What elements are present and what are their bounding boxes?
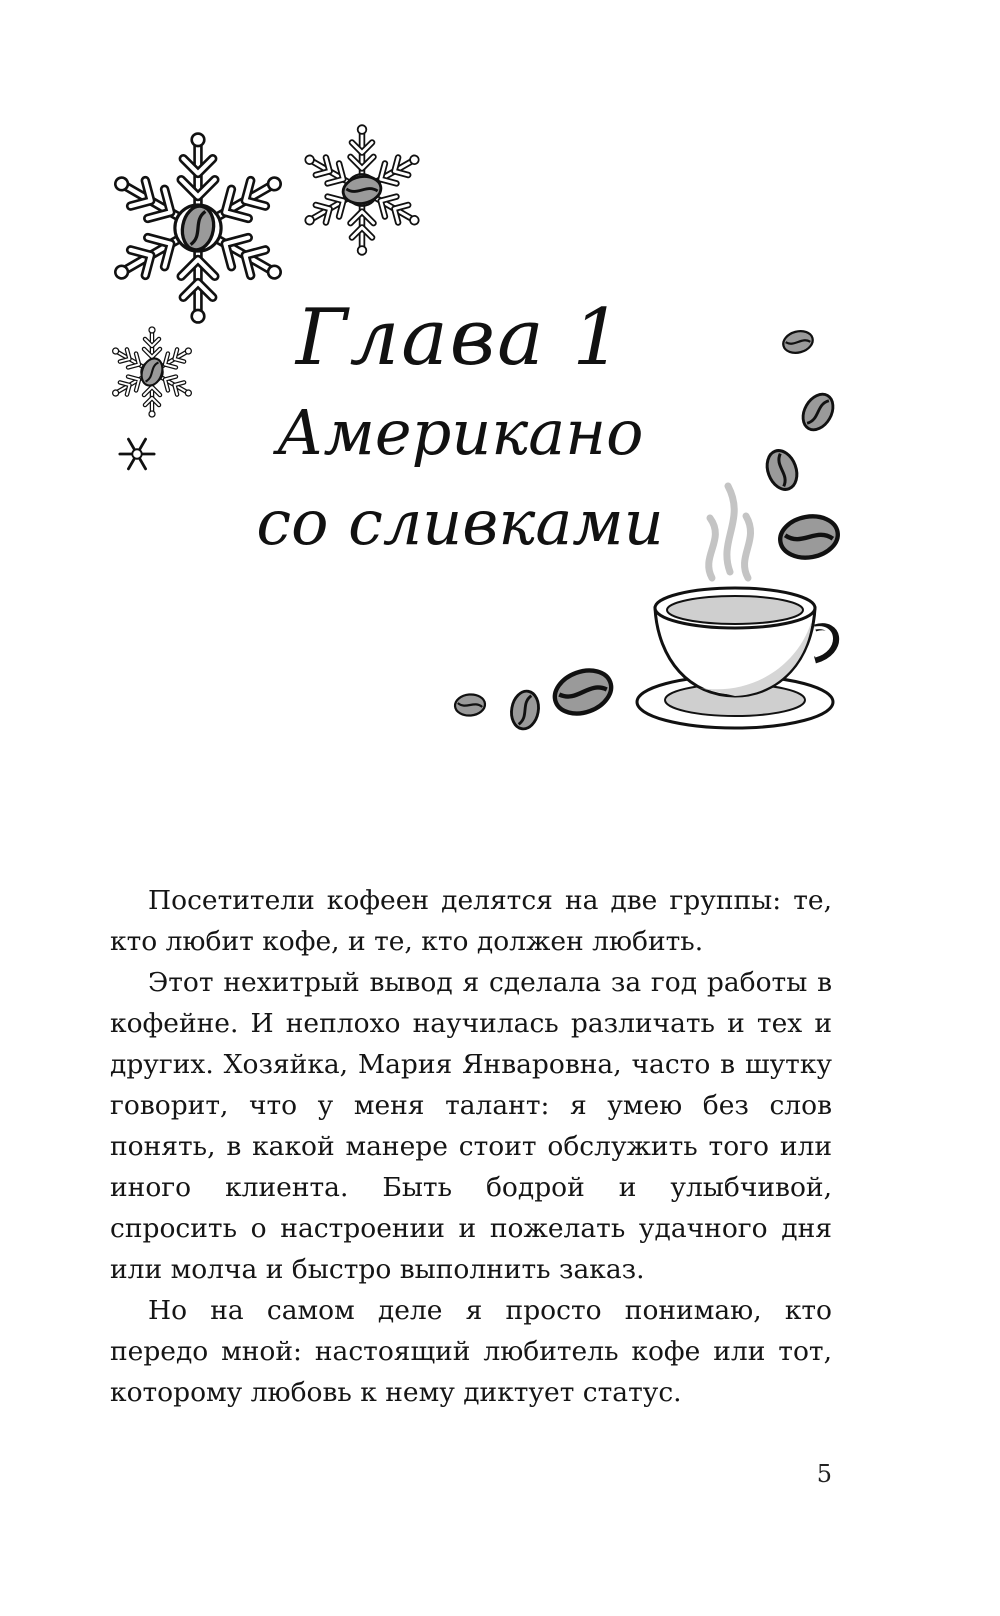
paragraph: Но на самом деле я просто понимаю, кто передо мной: настоящий любитель кофе или тот, которому любовь к нему диктует статус. [110,1295,832,1408]
coffee-bean-icon [777,512,841,562]
paragraph: Этот нехитрый вывод я сделала за год работы в кофейне. И неплохо научилась различать и тех и других. Хозяйка, Мария Январовна, часто в шутку говорит, что у меня талант: я умею без слов понять, в какой манере стоит обслужить того или иного клиента. Быть бодрой и улыбчивой, спросить о настроении и пожелать удачного дня или молча и быстро выполнить заказ. [110,967,832,1285]
coffee-bean-icon [138,355,166,388]
coffee-bean-icon [762,446,802,493]
chapter-title-line-1: Американо [276,396,644,469]
coffee-bean-icon [509,689,542,731]
chapter-title-line-2: со сливками [256,486,664,559]
snowflake-icon [120,439,154,469]
page-number: 5 [816,1460,832,1488]
chapter-heading [230,288,690,568]
chapter-label: Глава 1 [295,293,625,383]
coffee-cup-icon [637,588,836,728]
coffee-bean-icon [781,328,815,356]
coffee-bean-icon [797,389,839,435]
steam-icon [709,486,751,578]
paragraph: Посетители кофеен делятся на две группы: те, кто любит кофе, и те, кто должен любить. [110,885,832,957]
chapter-body [110,880,832,1413]
coffee-bean-icon [549,663,617,721]
coffee-bean-icon [454,693,486,717]
